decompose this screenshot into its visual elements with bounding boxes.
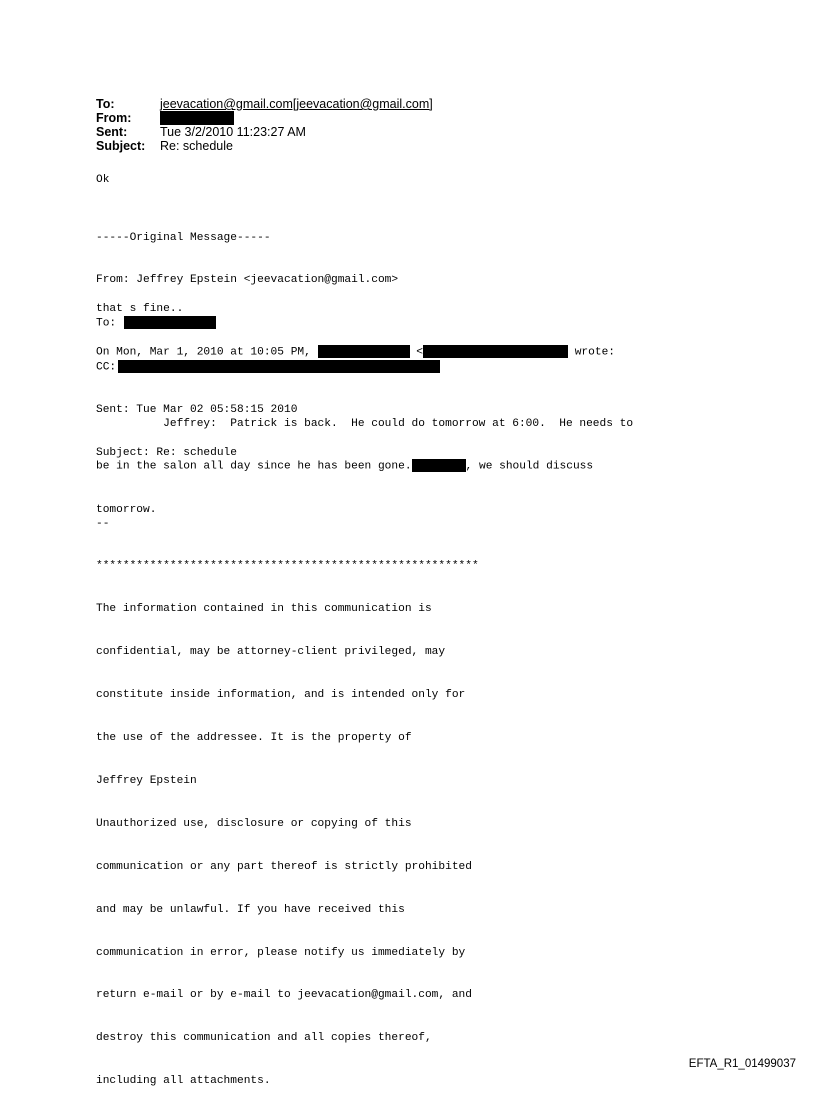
disclaimer-line: The information contained in this communication is bbox=[96, 603, 432, 616]
quote-attribution bbox=[96, 345, 615, 360]
quote-line-2b: , we should discuss bbox=[465, 460, 594, 473]
disclaimer-line: the use of the addressee. It is the property of bbox=[96, 732, 412, 745]
sent-label: Sent: bbox=[96, 125, 128, 139]
from-label: From: bbox=[96, 111, 132, 125]
signature-dash: -- bbox=[96, 517, 110, 530]
quote-line-3: tomorrow. bbox=[96, 503, 157, 516]
original-text: that s fine.. bbox=[96, 303, 184, 315]
original-marker: -----Original Message----- bbox=[96, 231, 271, 244]
disclaimer-line: Jeffrey Epstein bbox=[96, 774, 197, 787]
subject-label: Subject: bbox=[96, 139, 146, 153]
redaction-box bbox=[318, 345, 410, 358]
original-cc-label: CC: bbox=[96, 361, 117, 374]
disclaimer-line: confidential, may be attorney-client privileged, may bbox=[96, 646, 446, 659]
reply-text: Ok bbox=[96, 174, 110, 186]
disclaimer-line: communication or any part thereof is strictly prohibited bbox=[96, 860, 472, 873]
original-cc-row bbox=[96, 360, 440, 375]
to-value[interactable]: jeevacation@gmail.com[jeevacation@gmail.com] bbox=[160, 97, 433, 111]
email-header bbox=[96, 97, 433, 153]
disclaimer-line: constitute inside information, and is intended only for bbox=[96, 689, 466, 702]
original-to-row bbox=[96, 316, 440, 331]
quote-wrote: wrote: bbox=[574, 346, 616, 359]
disclaimer-line: return e-mail or by e-mail to jeevacation@gmail.com, and bbox=[96, 989, 472, 1002]
from-row bbox=[96, 111, 433, 125]
redaction-box bbox=[124, 316, 216, 329]
quote-line-2 bbox=[96, 459, 633, 474]
original-to-label: To: bbox=[96, 317, 117, 330]
redaction-box bbox=[423, 345, 568, 358]
disclaimer-line: destroy this communication and all copies thereof, bbox=[96, 1032, 432, 1045]
disclaimer-line: communication in error, please notify us immediately by bbox=[96, 946, 466, 959]
quote-line-2a: be in the salon all day since he has been gone. bbox=[96, 460, 412, 473]
subject-row bbox=[96, 139, 433, 153]
sent-value: Tue 3/2/2010 11:23:27 AM bbox=[160, 125, 306, 139]
disclaimer-line: Unauthorized use, disclosure or copying of this bbox=[96, 817, 412, 830]
original-sent: Sent: Tue Mar 02 05:58:15 2010 bbox=[96, 404, 298, 417]
document-id: EFTA_R1_01499037 bbox=[688, 1058, 796, 1070]
subject-value: Re: schedule bbox=[160, 139, 233, 153]
quote-prefix: On Mon, Mar 1, 2010 at 10:05 PM, bbox=[96, 346, 311, 359]
disclaimer bbox=[96, 488, 479, 1103]
redaction-box bbox=[118, 360, 440, 373]
quote-lt: < bbox=[416, 346, 423, 359]
redaction-box bbox=[160, 111, 234, 125]
disclaimer-line: and may be unlawful. If you have received this bbox=[96, 903, 405, 916]
original-subject: Subject: Re: schedule bbox=[96, 446, 237, 459]
original-from: From: Jeffrey Epstein <jeevacation@gmail.com> bbox=[96, 274, 399, 287]
to-row bbox=[96, 97, 433, 111]
quote-line-1: Jeffrey: Patrick is back. He could do tomorrow at 6:00. He needs to bbox=[96, 417, 634, 430]
redaction-box bbox=[412, 459, 466, 472]
sent-row bbox=[96, 125, 433, 139]
stars-divider: ********************************************************* bbox=[96, 560, 479, 573]
to-label: To: bbox=[96, 97, 115, 111]
disclaimer-line: including all attachments. bbox=[96, 1075, 271, 1088]
